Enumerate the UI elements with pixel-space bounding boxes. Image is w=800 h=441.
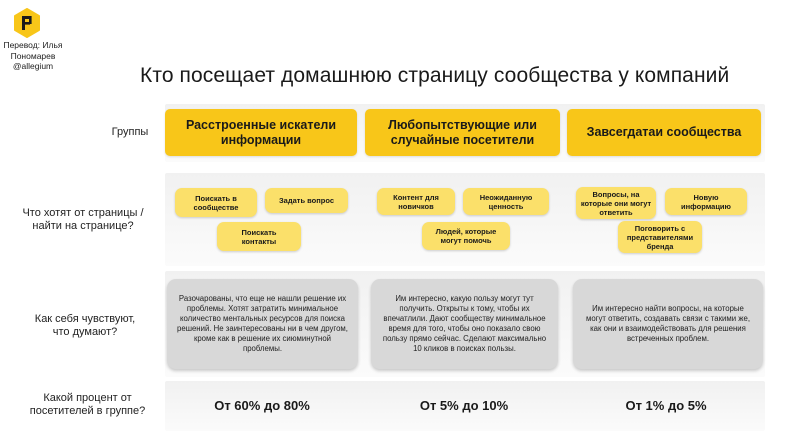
credit-line: @allegium	[12, 61, 54, 71]
feeling-line: впечатлили. Дают сообществу минимальное	[383, 314, 546, 323]
group-name-line: Любопытствующие или	[388, 117, 537, 132]
row-label-line: Как себя чувствуют,	[34, 313, 136, 325]
row-label-wants	[8, 207, 158, 233]
feeling-line: решений. Не заинтересованы ни в чем другом,	[177, 324, 348, 333]
feeling-line: Им интересно, какую пользу могут тут	[395, 294, 534, 303]
chip-line: бренда	[646, 241, 674, 251]
feeling-line: пользу прямо сейчас. Сделают максимально	[382, 334, 547, 343]
chip-line: Вопросы, на	[592, 189, 640, 199]
chip-line: Поискать	[241, 227, 277, 237]
feeling-line: кроме как в решение их сиюминутной	[193, 334, 332, 343]
chip-line: которые они могут	[580, 198, 652, 208]
want-chip	[463, 188, 549, 215]
feeling-line: могут ответить, создавать связи с такими же,	[585, 314, 750, 323]
page-title: Кто посещает домашнюю страницу сообщества у компаний	[140, 64, 730, 87]
row-label-line: найти на странице?	[32, 220, 134, 232]
percent-value: От 1% до 5%	[625, 398, 707, 413]
chip-line: могут помочь	[440, 236, 492, 245]
feeling-line: получить. Открыты к тому, чтобы их	[399, 304, 530, 313]
translator-credit	[0, 40, 66, 72]
group-name-line: Расстроенные искатели	[185, 117, 337, 132]
group-name-line: случайные посетители	[390, 132, 535, 147]
group-community-regulars	[567, 109, 761, 156]
want-chip	[217, 222, 301, 251]
credit-line: Перевод: Илья	[3, 40, 63, 50]
brand-logo-icon	[12, 8, 42, 38]
feeling-card	[167, 279, 358, 369]
feeling-line: 10 кликов в поисках пользы.	[413, 344, 516, 353]
row-label-percent	[15, 392, 160, 418]
chip-line: контакты	[241, 236, 277, 246]
chip-line: представителями	[626, 232, 694, 242]
want-chip	[175, 188, 257, 217]
chip-line: информацию	[681, 201, 731, 211]
feeling-line: количество ментальных ресурсов для поиска	[180, 314, 345, 323]
chip-line: Новую	[693, 192, 719, 202]
group-curious-visitors	[365, 109, 560, 156]
feeling-line: время для того, чтобы оно показало свою	[388, 324, 541, 333]
want-chip	[665, 188, 747, 215]
feeling-card	[573, 279, 763, 369]
feeling-line: Разочарованы, что еще не нашли решение их	[178, 294, 347, 303]
percent-value: От 60% до 80%	[214, 398, 310, 413]
chip-line: Неожиданную	[479, 192, 533, 202]
row-label-line: Что хотят от страницы /	[22, 207, 144, 219]
feeling-line: проблемы.	[242, 344, 283, 353]
feeling-line: Им интересно найти вопросы, на которые	[592, 304, 744, 313]
percent-value: От 5% до 10%	[419, 398, 509, 413]
credit-line: Пономарев	[10, 50, 56, 61]
want-chip	[576, 187, 656, 219]
feeling-card	[371, 279, 558, 369]
chip-line: Контент для	[393, 192, 439, 202]
row-label-line: Какой процент от	[43, 392, 132, 404]
chip-line: Поговорить с	[634, 223, 686, 233]
feeling-line: проблемы. Хотят затратить минимальное	[186, 304, 339, 313]
chip-line: сообществе	[193, 202, 239, 212]
group-frustrated-seekers	[165, 109, 357, 156]
chip-line: Поискать в	[195, 193, 237, 203]
want-chip	[265, 188, 348, 213]
row-label-groups: Группы	[111, 126, 149, 138]
chip-line: ценность	[488, 201, 524, 211]
feeling-line: встреченных проблем.	[626, 334, 710, 343]
chip-line: Задать вопрос	[278, 196, 335, 205]
row-label-line: что думают?	[52, 326, 118, 338]
row-label-line: посетителей в группе?	[29, 405, 146, 417]
want-chip	[422, 222, 510, 250]
want-chip	[377, 188, 455, 215]
group-name-line: информации	[220, 132, 302, 147]
chip-line: Людей, которые	[435, 227, 497, 236]
chip-line: ответить	[599, 207, 633, 217]
group-name-line: Завсегдатаи сообщества	[586, 125, 742, 139]
chip-line: новичков	[398, 201, 434, 211]
row-label-feel	[15, 313, 155, 339]
want-chip	[618, 221, 702, 253]
feeling-line: как они и взаимодействовать для решения	[590, 324, 746, 333]
